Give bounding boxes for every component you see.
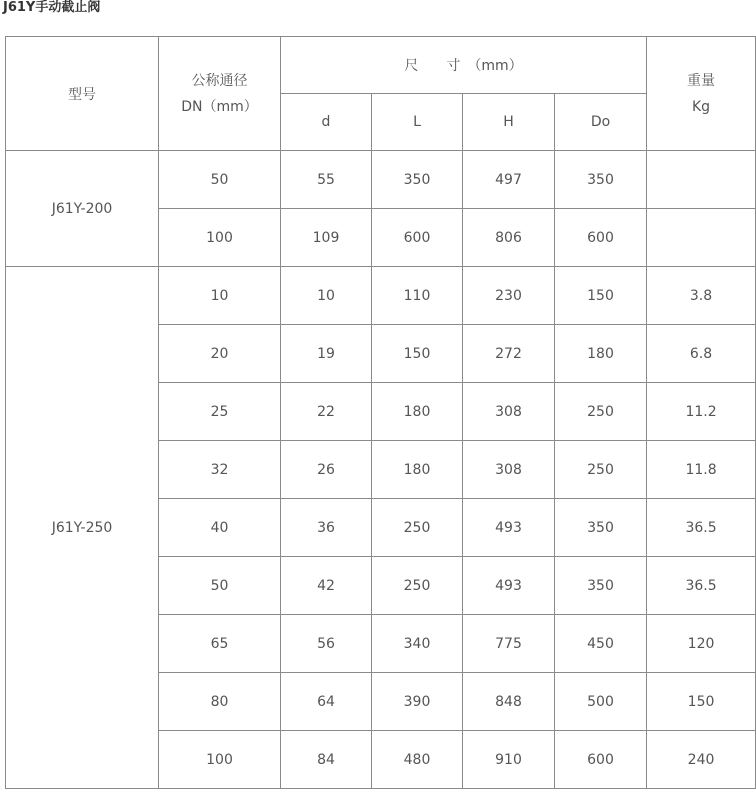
cell-do: 600 [555,209,647,267]
page-title: J61Y手动截止阀 [3,0,101,15]
header-weight-line1: 重量 [687,72,716,89]
cell-l: 180 [372,441,463,499]
cell-h: 910 [463,731,555,789]
cell-l: 250 [372,499,463,557]
cell-kg: 36.5 [647,557,756,615]
cell-h: 272 [463,325,555,383]
cell-dn: 20 [159,325,281,383]
cell-l: 390 [372,673,463,731]
model-cell: J61Y-200 [6,151,159,267]
cell-h: 806 [463,209,555,267]
cell-dn: 10 [159,267,281,325]
cell-l: 600 [372,209,463,267]
table-row [6,267,756,325]
cell-d: 36 [281,499,372,557]
table-row [6,151,756,209]
cell-do: 250 [555,441,647,499]
header-Do: Do [555,94,647,151]
cell-do: 350 [555,557,647,615]
cell-d: 109 [281,209,372,267]
spec-table-body [6,37,756,789]
cell-dn: 25 [159,383,281,441]
cell-l: 480 [372,731,463,789]
header-d: d [281,94,372,151]
cell-l: 340 [372,615,463,673]
cell-dn: 65 [159,615,281,673]
cell-h: 308 [463,441,555,499]
cell-h: 775 [463,615,555,673]
cell-kg: 3.8 [647,267,756,325]
cell-dn: 50 [159,151,281,209]
spec-table [5,36,756,789]
cell-kg: 11.8 [647,441,756,499]
cell-l: 350 [372,151,463,209]
cell-kg: 11.2 [647,383,756,441]
cell-d: 10 [281,267,372,325]
header-H: H [463,94,555,151]
cell-d: 84 [281,731,372,789]
cell-kg [647,151,756,209]
cell-dn: 50 [159,557,281,615]
header-nominal-line1: 公称通径 [191,72,248,89]
cell-dn: 32 [159,441,281,499]
cell-kg: 240 [647,731,756,789]
cell-do: 500 [555,673,647,731]
cell-h: 493 [463,557,555,615]
cell-do: 250 [555,383,647,441]
header-dimensions-group: 尺 寸 （mm） [281,37,647,94]
cell-d: 55 [281,151,372,209]
cell-d: 26 [281,441,372,499]
header-weight [647,37,756,151]
cell-kg: 150 [647,673,756,731]
cell-kg: 6.8 [647,325,756,383]
cell-kg: 36.5 [647,499,756,557]
cell-do: 350 [555,151,647,209]
cell-l: 180 [372,383,463,441]
header-weight-line2: Kg [691,98,711,115]
cell-do: 600 [555,731,647,789]
cell-h: 497 [463,151,555,209]
header-model: 型号 [6,37,159,151]
cell-do: 150 [555,267,647,325]
header-L: L [372,94,463,151]
cell-l: 150 [372,325,463,383]
cell-l: 110 [372,267,463,325]
cell-h: 848 [463,673,555,731]
cell-do: 350 [555,499,647,557]
cell-d: 42 [281,557,372,615]
cell-do: 450 [555,615,647,673]
cell-dn: 100 [159,209,281,267]
cell-d: 64 [281,673,372,731]
header-nominal-diameter [159,37,281,151]
cell-dn: 100 [159,731,281,789]
cell-dn: 80 [159,673,281,731]
header-nominal-line2: DN（mm） [181,98,258,115]
cell-d: 56 [281,615,372,673]
header-row [6,37,756,94]
cell-kg: 120 [647,615,756,673]
cell-do: 180 [555,325,647,383]
model-cell: J61Y-250 [6,267,159,789]
cell-l: 250 [372,557,463,615]
cell-d: 22 [281,383,372,441]
cell-h: 230 [463,267,555,325]
cell-kg [647,209,756,267]
cell-h: 493 [463,499,555,557]
cell-dn: 40 [159,499,281,557]
cell-h: 308 [463,383,555,441]
cell-d: 19 [281,325,372,383]
